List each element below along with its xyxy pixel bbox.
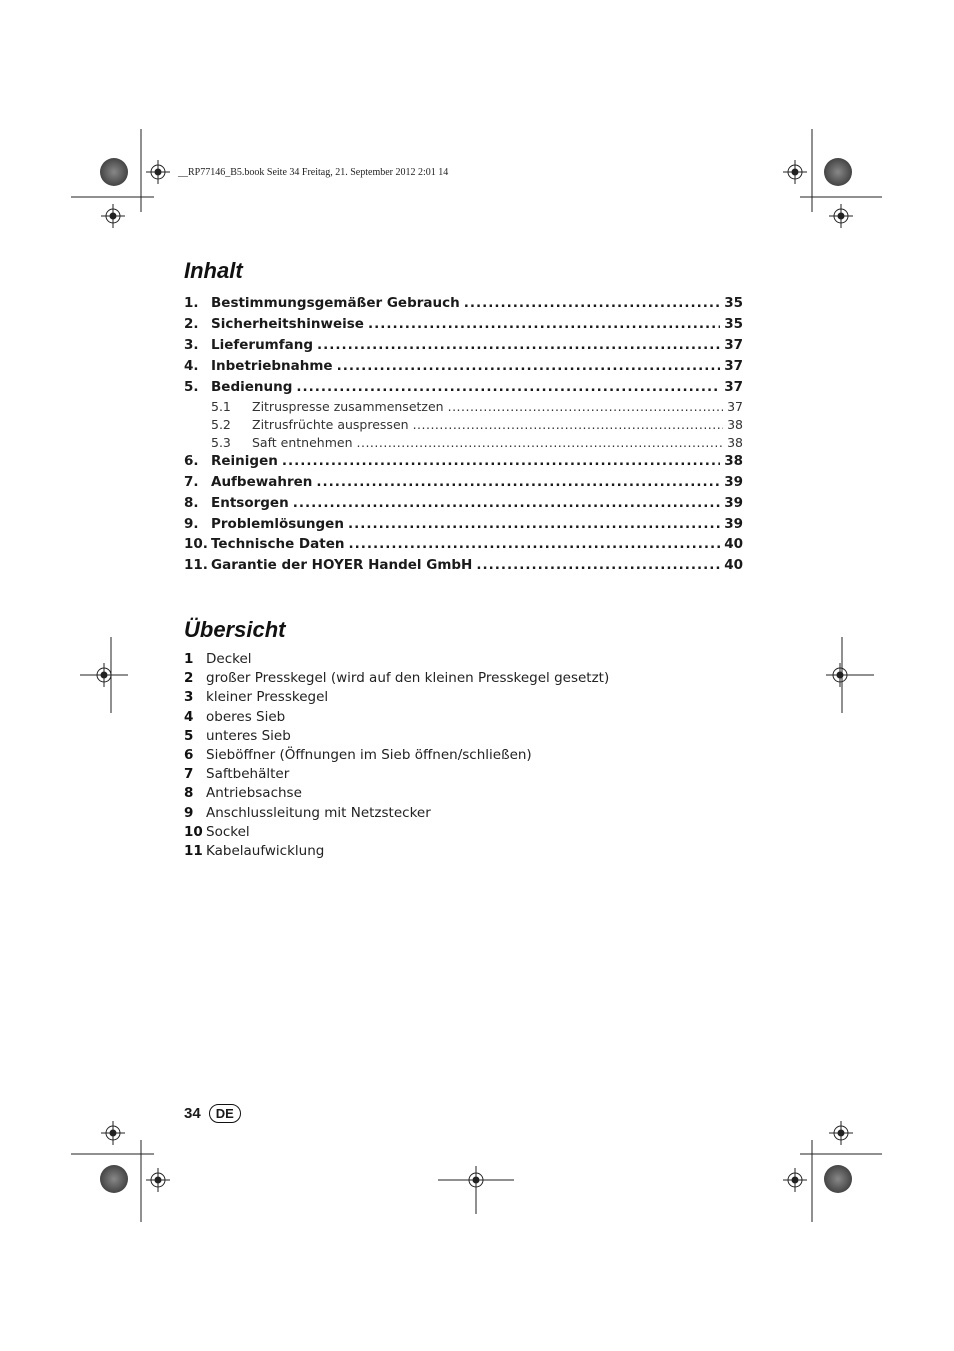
toc-item[interactable]: 11. Garantie der HOYER Handel GmbH ..... 40	[184, 557, 743, 578]
toc-item[interactable]: 10. Technische Daten ..... 40	[184, 536, 743, 557]
list-item: 6 Sieböffner (Öffnungen im Sieb öffnen/schließen)	[184, 746, 532, 763]
list-item: 2 großer Presskegel (wird auf den kleinen Presskegel gesetzt)	[184, 670, 610, 687]
list-item: 11 Kabelaufwicklung	[184, 842, 325, 859]
toc-item[interactable]: 9. Problemlösungen ..... 39	[184, 516, 743, 537]
toc-item[interactable]: 3. Lieferumfang ..... 37	[184, 337, 743, 358]
toc-item[interactable]: 8. Entsorgen ..... 39	[184, 495, 743, 516]
list-item: 3 kleiner Presskegel	[184, 689, 329, 706]
table-of-contents	[184, 295, 743, 578]
list-item: 10 Sockel	[184, 823, 250, 840]
list-item: 8 Antriebsachse	[184, 785, 302, 802]
toc-item[interactable]: 2. Sicherheitshinweise ..... 35	[184, 316, 743, 337]
list-item: 4 oberes Sieb	[184, 708, 286, 725]
toc-subitem[interactable]: 5.2 Zitrusfrüchte auspressen ..... 38	[211, 417, 743, 435]
page-footer	[184, 1104, 241, 1123]
toc-item[interactable]: 4. Inbetriebnahme ..... 37	[184, 358, 743, 379]
toc-item[interactable]: 1. Bestimmungsgemäßer Gebrauch ..... 35	[184, 295, 743, 316]
print-header-stamp: __RP77146_B5.book Seite 34 Freitag, 21. September 2012 2:01 14	[178, 167, 449, 178]
language-badge: DE	[209, 1104, 241, 1123]
toc-subitem[interactable]: 5.3 Saft entnehmen ..... 38	[211, 435, 743, 453]
list-item: 5 unteres Sieb	[184, 727, 291, 744]
list-item: 1 Deckel	[184, 651, 252, 667]
parts-list	[184, 651, 744, 862]
toc-subitem[interactable]: 5.1 Zitruspresse zusammensetzen ..... 37	[211, 399, 743, 417]
page-number: 34	[184, 1105, 201, 1122]
toc-item[interactable]: 5. Bedienung ..... 37	[184, 379, 743, 400]
toc-item[interactable]: 6. Reinigen ..... 38	[184, 453, 743, 474]
overview-title: Übersicht	[184, 617, 286, 642]
toc-item[interactable]: 7. Aufbewahren ..... 39	[184, 474, 743, 495]
toc-title: Inhalt	[184, 258, 243, 283]
list-item: 7 Saftbehälter	[184, 766, 290, 783]
list-item: 9 Anschlussleitung mit Netzstecker	[184, 804, 431, 821]
registration-mark-icon	[146, 160, 170, 184]
